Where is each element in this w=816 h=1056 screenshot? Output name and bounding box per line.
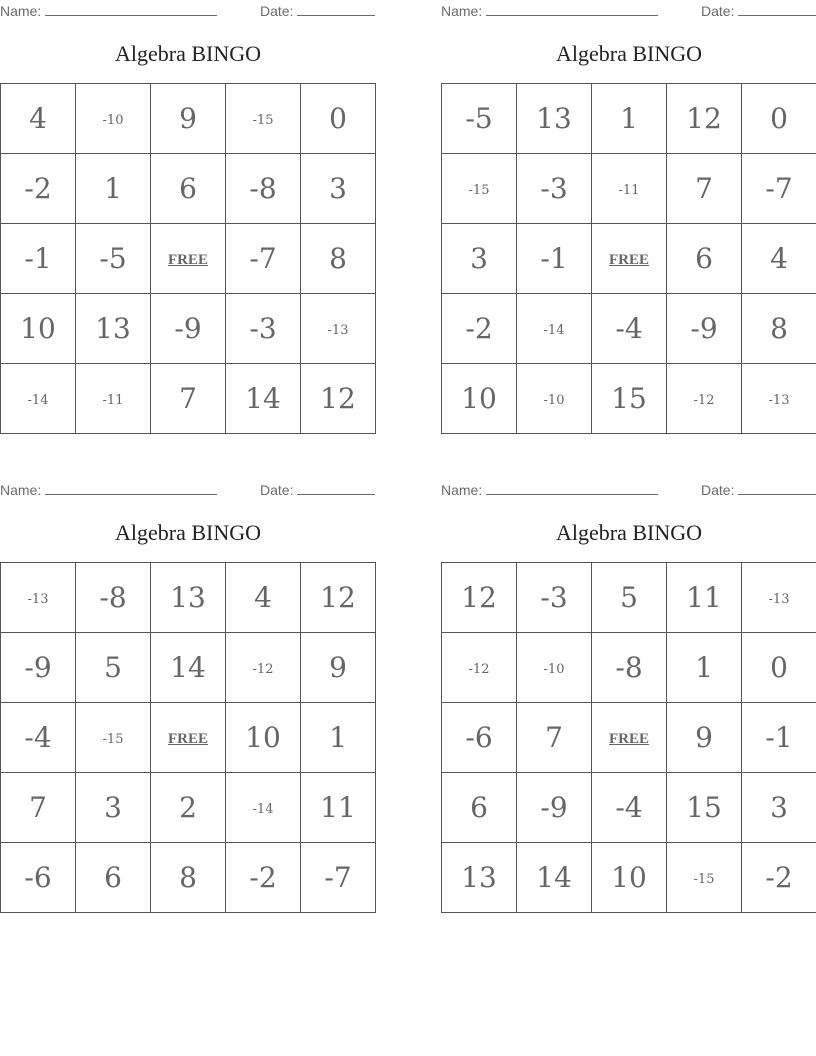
cell-value: -6 (24, 861, 52, 894)
bingo-cell[interactable] (592, 224, 667, 294)
cell-value: 7 (695, 172, 713, 205)
cell-value: 9 (179, 102, 197, 135)
bingo-cell[interactable] (442, 633, 517, 703)
bingo-cell[interactable] (742, 154, 816, 224)
bingo-cell[interactable] (151, 294, 226, 364)
cell-value: -3 (249, 312, 277, 345)
bingo-grid (441, 562, 816, 913)
date-blank-line[interactable] (297, 2, 375, 16)
name-blank-line[interactable] (486, 2, 658, 16)
cell-value: -13 (768, 592, 790, 607)
cell-value: 2 (179, 791, 197, 824)
bingo-cell[interactable] (742, 633, 816, 703)
cell-value: 12 (686, 102, 722, 135)
cell-value: -2 (465, 312, 493, 345)
bingo-cell[interactable] (667, 84, 742, 154)
cell-value: -5 (99, 242, 127, 275)
bingo-row (442, 773, 816, 843)
cell-value: 11 (320, 791, 356, 824)
bingo-cell[interactable] (76, 84, 151, 154)
cell-value: 13 (536, 102, 572, 135)
bingo-cell[interactable] (301, 843, 376, 913)
bingo-cell[interactable] (592, 703, 667, 773)
cell-value: -14 (27, 393, 49, 408)
bingo-cell[interactable] (742, 84, 816, 154)
bingo-card (441, 0, 816, 434)
bingo-row (442, 224, 816, 294)
bingo-cell[interactable] (667, 563, 742, 633)
date-label: Date: (701, 3, 735, 19)
bingo-cell[interactable] (301, 84, 376, 154)
bingo-cell[interactable] (76, 703, 151, 773)
cell-value: 8 (179, 861, 197, 894)
bingo-cell[interactable] (76, 633, 151, 703)
bingo-cell[interactable] (592, 773, 667, 843)
cell-value: -8 (249, 172, 277, 205)
bingo-row (1, 294, 376, 364)
name-field[interactable] (441, 481, 658, 498)
cell-value: 4 (29, 102, 47, 135)
cell-value: -13 (768, 393, 790, 408)
cell-value: 9 (329, 651, 347, 684)
bingo-cell[interactable] (301, 154, 376, 224)
cell-value: -8 (615, 651, 643, 684)
bingo-cell[interactable] (742, 294, 816, 364)
bingo-cell[interactable] (226, 224, 301, 294)
bingo-cell[interactable] (442, 563, 517, 633)
cell-value: 8 (770, 312, 788, 345)
bingo-cell[interactable] (1, 563, 76, 633)
cell-value: -4 (615, 791, 643, 824)
date-label: Date: (260, 3, 294, 19)
bingo-card (441, 479, 816, 913)
bingo-row (442, 633, 816, 703)
name-field[interactable] (0, 2, 217, 19)
bingo-cell[interactable] (301, 703, 376, 773)
bingo-cell[interactable] (151, 154, 226, 224)
bingo-cell[interactable] (442, 84, 517, 154)
bingo-cell[interactable] (301, 563, 376, 633)
bingo-cell[interactable] (667, 294, 742, 364)
bingo-cell[interactable] (1, 84, 76, 154)
bingo-cell[interactable] (592, 563, 667, 633)
bingo-cell[interactable] (151, 364, 226, 434)
name-field[interactable] (0, 481, 217, 498)
cell-value: -12 (468, 662, 490, 677)
date-field[interactable] (260, 2, 375, 19)
cell-value: -10 (543, 393, 565, 408)
bingo-card (0, 479, 376, 913)
bingo-cell[interactable] (517, 633, 592, 703)
bingo-cell[interactable] (1, 773, 76, 843)
bingo-cell[interactable] (742, 843, 816, 913)
cell-value: 10 (20, 312, 56, 345)
bingo-cell[interactable] (151, 563, 226, 633)
name-blank-line[interactable] (45, 2, 217, 16)
free-space: FREE (608, 251, 649, 268)
cell-value: -13 (27, 592, 49, 607)
bingo-cell[interactable] (667, 633, 742, 703)
name-date-header (441, 0, 816, 22)
cell-value: 6 (179, 172, 197, 205)
bingo-cell[interactable] (151, 633, 226, 703)
cell-value: -15 (252, 113, 274, 128)
card-title: Algebra BINGO (114, 520, 262, 545)
cell-value: 1 (329, 721, 347, 754)
bingo-cell[interactable] (667, 154, 742, 224)
cell-value: -7 (765, 172, 793, 205)
cell-value: 10 (245, 721, 281, 754)
cell-value: -9 (690, 312, 718, 345)
cell-value: -7 (324, 861, 352, 894)
bingo-cell[interactable] (76, 843, 151, 913)
bingo-cell[interactable] (301, 364, 376, 434)
card-title: Algebra BINGO (555, 520, 703, 545)
bingo-grid (441, 83, 816, 434)
bingo-cell[interactable] (667, 843, 742, 913)
cell-value: -15 (102, 732, 124, 747)
bingo-cell[interactable] (226, 703, 301, 773)
cell-value: -10 (102, 113, 124, 128)
cell-value: 14 (245, 382, 281, 415)
cell-value: -1 (765, 721, 793, 754)
cell-value: 6 (695, 242, 713, 275)
name-label: Name: (0, 3, 42, 19)
date-field[interactable] (701, 481, 816, 498)
name-date-header (0, 0, 376, 22)
date-label: Date: (260, 482, 294, 498)
bingo-cell[interactable] (592, 294, 667, 364)
cell-value: -7 (249, 242, 277, 275)
bingo-cell[interactable] (226, 154, 301, 224)
free-space: FREE (608, 730, 649, 747)
bingo-cell[interactable] (667, 364, 742, 434)
bingo-cell[interactable] (1, 224, 76, 294)
bingo-cell[interactable] (667, 703, 742, 773)
date-field[interactable] (701, 2, 816, 19)
bingo-grid (0, 83, 376, 434)
cell-value: 14 (170, 651, 206, 684)
name-date-header (0, 479, 376, 501)
bingo-cell[interactable] (517, 154, 592, 224)
name-field[interactable] (441, 2, 658, 19)
bingo-cell[interactable] (226, 84, 301, 154)
cell-value: -14 (252, 802, 274, 817)
bingo-cell[interactable] (442, 224, 517, 294)
name-date-header (441, 479, 816, 501)
cell-value: -1 (24, 242, 52, 275)
bingo-row (1, 364, 376, 434)
bingo-cell[interactable] (226, 633, 301, 703)
bingo-row (442, 84, 816, 154)
cell-value: 14 (536, 861, 572, 894)
bingo-cell[interactable] (517, 364, 592, 434)
cell-value: 15 (611, 382, 647, 415)
bingo-cell[interactable] (742, 773, 816, 843)
bingo-cell[interactable] (592, 633, 667, 703)
bingo-cell[interactable] (517, 224, 592, 294)
cell-value: -1 (540, 242, 568, 275)
free-space: FREE (167, 251, 208, 268)
bingo-cell[interactable] (442, 154, 517, 224)
bingo-cell[interactable] (151, 224, 226, 294)
bingo-cell[interactable] (742, 224, 816, 294)
bingo-cell[interactable] (592, 154, 667, 224)
cell-value: -12 (252, 662, 274, 677)
cell-value: 4 (254, 581, 272, 614)
bingo-cell[interactable] (1, 294, 76, 364)
cell-value: 12 (320, 581, 356, 614)
cell-value: -15 (468, 183, 490, 198)
cell-value: -3 (540, 172, 568, 205)
cell-value: -2 (765, 861, 793, 894)
bingo-row (1, 224, 376, 294)
cell-value: 12 (320, 382, 356, 415)
bingo-cell[interactable] (442, 773, 517, 843)
cell-value: 0 (329, 102, 347, 135)
bingo-cell[interactable] (76, 224, 151, 294)
bingo-cell[interactable] (151, 84, 226, 154)
cell-value: 5 (104, 651, 122, 684)
bingo-cell[interactable] (442, 364, 517, 434)
bingo-cell[interactable] (226, 364, 301, 434)
bingo-row (1, 633, 376, 703)
cell-value: -9 (24, 651, 52, 684)
bingo-cell[interactable] (226, 294, 301, 364)
cell-value: 0 (770, 651, 788, 684)
cell-value: -15 (693, 872, 715, 887)
bingo-cell[interactable] (742, 703, 816, 773)
cell-value: -11 (102, 393, 124, 408)
free-space: FREE (167, 730, 208, 747)
bingo-cell[interactable] (442, 703, 517, 773)
cell-value: 6 (470, 791, 488, 824)
cell-value: 4 (770, 242, 788, 275)
cell-value: 7 (545, 721, 563, 754)
bingo-cell[interactable] (742, 563, 816, 633)
bingo-row (442, 364, 816, 434)
bingo-cell[interactable] (151, 703, 226, 773)
bingo-cell[interactable] (1, 843, 76, 913)
cell-value: 3 (770, 791, 788, 824)
bingo-cell[interactable] (667, 773, 742, 843)
cell-value: -9 (174, 312, 202, 345)
cell-value: -6 (465, 721, 493, 754)
cell-value: 1 (620, 102, 638, 135)
cell-value: 13 (461, 861, 497, 894)
cell-value: 8 (329, 242, 347, 275)
cell-value: -4 (615, 312, 643, 345)
cell-value: 9 (695, 721, 713, 754)
bingo-cell[interactable] (1, 154, 76, 224)
bingo-cell[interactable] (151, 773, 226, 843)
bingo-row (1, 154, 376, 224)
bingo-row (442, 154, 816, 224)
bingo-row (1, 703, 376, 773)
bingo-cell[interactable] (517, 563, 592, 633)
card-title: Algebra BINGO (114, 41, 262, 66)
bingo-cell[interactable] (301, 633, 376, 703)
name-label: Name: (0, 482, 42, 498)
bingo-cell[interactable] (517, 703, 592, 773)
cell-value: 3 (104, 791, 122, 824)
cell-value: 3 (329, 172, 347, 205)
name-label: Name: (441, 3, 483, 19)
bingo-cell[interactable] (76, 563, 151, 633)
date-label: Date: (701, 482, 735, 498)
cell-value: 10 (461, 382, 497, 415)
bingo-cell[interactable] (226, 563, 301, 633)
bingo-cell[interactable] (226, 773, 301, 843)
bingo-cell[interactable] (151, 843, 226, 913)
bingo-cell[interactable] (667, 224, 742, 294)
cell-value: 3 (470, 242, 488, 275)
bingo-cell[interactable] (592, 84, 667, 154)
name-blank-line[interactable] (45, 481, 217, 495)
bingo-row (442, 294, 816, 364)
cell-value: -12 (693, 393, 715, 408)
bingo-cell[interactable] (301, 773, 376, 843)
cell-value: 1 (695, 651, 713, 684)
bingo-cell[interactable] (517, 294, 592, 364)
name-blank-line[interactable] (486, 481, 658, 495)
cell-value: 0 (770, 102, 788, 135)
bingo-cell[interactable] (301, 224, 376, 294)
bingo-cell[interactable] (592, 364, 667, 434)
bingo-cell[interactable] (76, 773, 151, 843)
bingo-row (442, 703, 816, 773)
bingo-grid (0, 562, 376, 913)
bingo-cell[interactable] (76, 294, 151, 364)
cell-value: 7 (29, 791, 47, 824)
cell-value: 12 (461, 581, 497, 614)
bingo-row (1, 563, 376, 633)
bingo-cell[interactable] (592, 843, 667, 913)
cell-value: -5 (465, 102, 493, 135)
cell-value: -10 (543, 662, 565, 677)
cell-value: 10 (611, 861, 647, 894)
cell-value: -2 (24, 172, 52, 205)
bingo-cell[interactable] (1, 633, 76, 703)
bingo-cell[interactable] (442, 294, 517, 364)
cell-value: 6 (104, 861, 122, 894)
cell-value: 13 (170, 581, 206, 614)
bingo-cell[interactable] (517, 773, 592, 843)
bingo-row (1, 84, 376, 154)
card-title: Algebra BINGO (555, 41, 703, 66)
bingo-cell[interactable] (76, 154, 151, 224)
cell-value: -14 (543, 323, 565, 338)
bingo-cell[interactable] (442, 843, 517, 913)
cell-value: 15 (686, 791, 722, 824)
cell-value: -13 (327, 323, 349, 338)
name-label: Name: (441, 482, 483, 498)
bingo-row (442, 843, 816, 913)
cell-value: 5 (620, 581, 638, 614)
date-blank-line[interactable] (297, 481, 375, 495)
cell-value: -9 (540, 791, 568, 824)
cell-value: -8 (99, 581, 127, 614)
cell-value: -3 (540, 581, 568, 614)
cell-value: 11 (686, 581, 722, 614)
date-blank-line[interactable] (738, 2, 816, 16)
bingo-cell[interactable] (742, 364, 816, 434)
cell-value: -11 (618, 183, 640, 198)
bingo-cell[interactable] (1, 703, 76, 773)
date-blank-line[interactable] (738, 481, 816, 495)
date-field[interactable] (260, 481, 375, 498)
cell-value: -2 (249, 861, 277, 894)
bingo-cell[interactable] (517, 84, 592, 154)
bingo-cell[interactable] (517, 843, 592, 913)
cell-value: 7 (179, 382, 197, 415)
bingo-row (1, 773, 376, 843)
cell-value: -4 (24, 721, 52, 754)
bingo-cell[interactable] (1, 364, 76, 434)
bingo-cell[interactable] (226, 843, 301, 913)
bingo-cell[interactable] (301, 294, 376, 364)
bingo-row (1, 843, 376, 913)
bingo-row (442, 563, 816, 633)
cell-value: 1 (104, 172, 122, 205)
cell-value: 13 (95, 312, 131, 345)
bingo-card (0, 0, 376, 434)
bingo-cell[interactable] (76, 364, 151, 434)
